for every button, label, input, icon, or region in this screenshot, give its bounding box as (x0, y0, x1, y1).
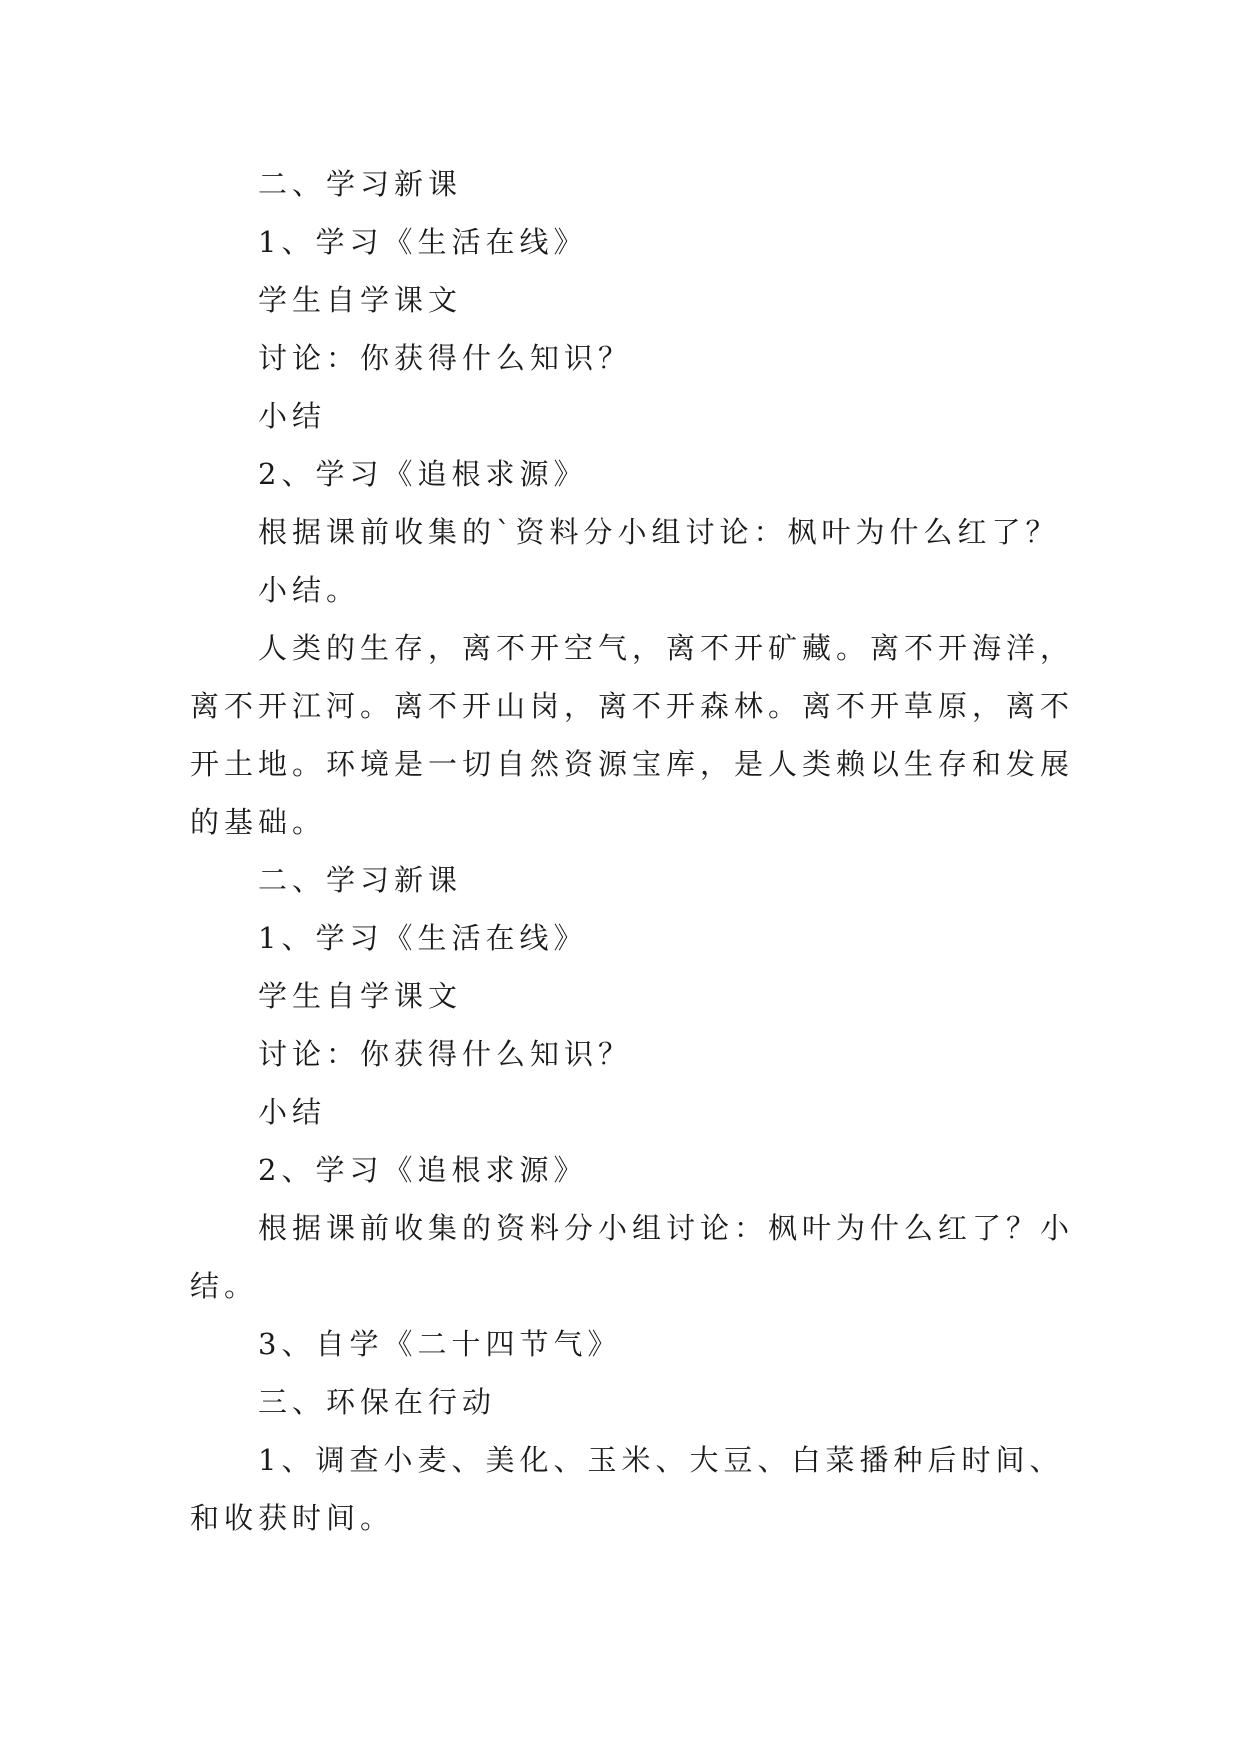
paragraph-summary: 小结 (258, 399, 327, 433)
section-heading-learn-new-lesson: 二、学习新课 (258, 167, 463, 201)
paragraph-discussion: 讨论：你获得什么知识？ (258, 1037, 633, 1071)
paragraph-environment-line: 的基础。 (190, 805, 327, 839)
paragraph-crop-survey: 1、调查小麦、美化、玉米、大豆、白菜播种后时间、 (258, 1443, 1064, 1477)
subheading-trace-origin: 2、学习《追根求源》 (258, 1153, 588, 1187)
paragraph-maple-discussion: 结。 (190, 1269, 259, 1303)
section-heading-learn-new-lesson: 二、学习新课 (258, 863, 463, 897)
paragraph-maple-discussion: 根据课前收集的`资料分小组讨论：枫叶为什么红了？ (258, 515, 1060, 549)
paragraph-self-study: 学生自学课文 (258, 283, 463, 317)
paragraph-environment-line: 开土地。环境是一切自然资源宝库，是人类赖以生存和发展 (190, 747, 1075, 781)
paragraph-crop-survey: 和收获时间。 (190, 1501, 395, 1535)
paragraph-self-study: 学生自学课文 (258, 979, 463, 1013)
subheading-life-online: 1、学习《生活在线》 (258, 225, 588, 259)
paragraph-discussion: 讨论：你获得什么知识？ (258, 341, 633, 375)
paragraph-environment-line: 离不开江河。离不开山岗，离不开森林。离不开草原，离不 (190, 689, 1075, 723)
section-heading-environmental-action: 三、环保在行动 (258, 1385, 497, 1419)
subheading-trace-origin: 2、学习《追根求源》 (258, 457, 588, 491)
paragraph-environment-line: 人类的生存，离不开空气，离不开矿藏。离不开海洋， (258, 631, 1075, 665)
paragraph-maple-discussion: 根据课前收集的资料分小组讨论：枫叶为什么红了？小 (258, 1211, 1075, 1245)
paragraph-summary: 小结 (258, 1095, 327, 1129)
subheading-life-online: 1、学习《生活在线》 (258, 921, 588, 955)
paragraph-summary: 小结。 (258, 573, 361, 607)
subheading-solar-terms: 3、自学《二十四节气》 (258, 1327, 622, 1361)
